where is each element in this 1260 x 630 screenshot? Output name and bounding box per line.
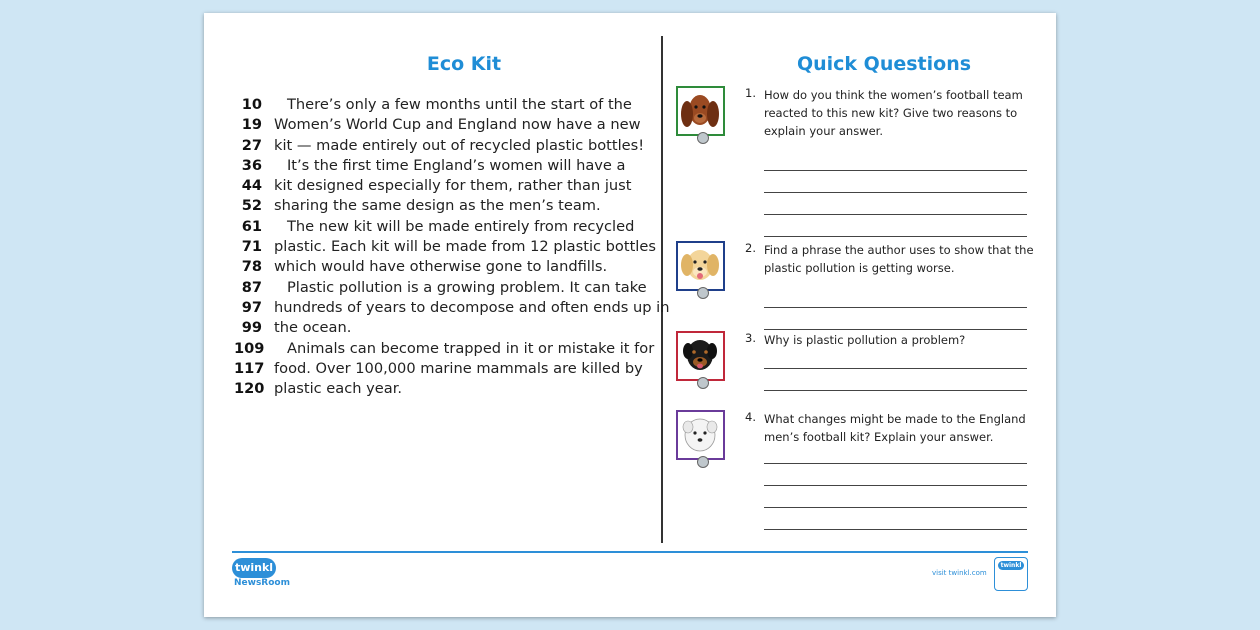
question-number: 2. [745,241,756,255]
worksheet [204,13,1056,617]
word-count: 44 [241,177,262,195]
question-number: 4. [745,410,756,424]
word-count: 71 [241,238,262,256]
text-line [234,156,664,176]
logo-subtitle: NewsRoom [234,578,290,588]
collar-tag-icon [697,132,709,144]
text-line [234,298,670,318]
question-4 [676,410,1036,535]
answer-line[interactable] [764,463,1027,464]
twinkl-newsroom-logo[interactable] [232,558,294,592]
question-2 [676,241,1036,321]
word-count: 120 [234,380,265,398]
word-count: 52 [241,197,262,215]
word-count: 19 [241,116,262,134]
footer-divider [232,551,1028,553]
answer-line[interactable] [764,170,1027,171]
word-count: 87 [241,278,262,296]
logo-brand: twinkl [232,558,276,578]
text-line [234,339,664,359]
article-title: Eco Kit [426,53,502,75]
line-text: which would have otherwise gone to landfills. [274,258,608,276]
answer-line[interactable] [764,485,1027,486]
answer-line[interactable] [764,329,1027,330]
question-number: 1. [745,86,756,100]
text-line [234,318,664,338]
text-line [234,176,664,196]
question-text: How do you think the women’s football team reacted to this new kit? Give two reasons to explain your answer. [764,88,1023,138]
word-count: 36 [241,156,262,174]
word-count: 61 [241,217,262,235]
collar-tag-icon [697,377,709,389]
text-line [234,379,664,399]
answer-line[interactable] [764,192,1027,193]
visit-link[interactable]: visit twinkl.com [932,569,987,577]
question-text: Find a phrase the author uses to show that the plastic pollution is getting worse. [764,243,1034,275]
text-line [234,95,664,115]
answer-line[interactable] [764,368,1027,369]
word-count: 78 [241,258,262,276]
line-text: the ocean. [274,319,352,337]
bloodhound-icon [676,86,725,136]
question-text: What changes might be made to the England men’s football kit? Explain your answer. [764,412,1026,444]
line-text: hundreds of years to decompose and often ends up in [274,298,670,316]
white-dog-icon [676,410,725,460]
line-text: kit — made entirely out of recycled plastic bottles! [274,136,645,154]
answer-line[interactable] [764,214,1027,215]
answer-line[interactable] [764,529,1027,530]
word-count: 109 [234,339,265,357]
answer-line[interactable] [764,507,1027,508]
rottweiler-icon [676,331,725,381]
line-text: Plastic pollution is a growing problem. It can take [287,278,647,296]
line-text: plastic. Each kit will be made from 12 plastic bottles [274,238,656,256]
twinkl-quality-badge [994,557,1028,591]
text-line [234,136,664,156]
article-text [234,95,670,399]
collar-tag-icon [697,287,709,299]
text-line [234,237,664,257]
line-text: It’s the first time England’s women will have a [287,156,626,174]
text-line [234,257,664,277]
question-text: Why is plastic pollution a problem? [764,333,966,347]
text-line [234,217,664,237]
answer-line[interactable] [764,390,1027,391]
badge-brand: twinkl [998,561,1024,570]
collar-tag-icon [697,456,709,468]
line-text: There’s only a few months until the start of the [287,96,632,113]
golden-retriever-icon [676,241,725,291]
answer-line[interactable] [764,236,1027,237]
word-count: 27 [241,136,262,154]
line-text: plastic each year. [274,380,402,398]
text-line [234,196,664,216]
question-number: 3. [745,331,756,345]
word-count: 10 [241,96,262,113]
question-3 [676,331,1036,401]
text-line [234,278,664,298]
line-text: food. Over 100,000 marine mammals are killed by [274,359,643,377]
questions-title: Quick Questions [796,53,972,75]
line-text: Animals can become trapped in it or mistake it for [287,339,655,357]
line-text: kit designed especially for them, rather than just [274,177,632,195]
word-count: 117 [234,359,265,377]
line-text: Women’s World Cup and England now have a new [274,116,641,134]
word-count: 97 [241,298,262,316]
question-1 [676,86,1036,236]
text-line [234,359,664,379]
line-text: sharing the same design as the men’s team. [274,197,601,215]
answer-line[interactable] [764,307,1027,308]
text-line [234,115,664,135]
word-count: 99 [241,319,262,337]
line-text: The new kit will be made entirely from recycled [287,217,635,235]
